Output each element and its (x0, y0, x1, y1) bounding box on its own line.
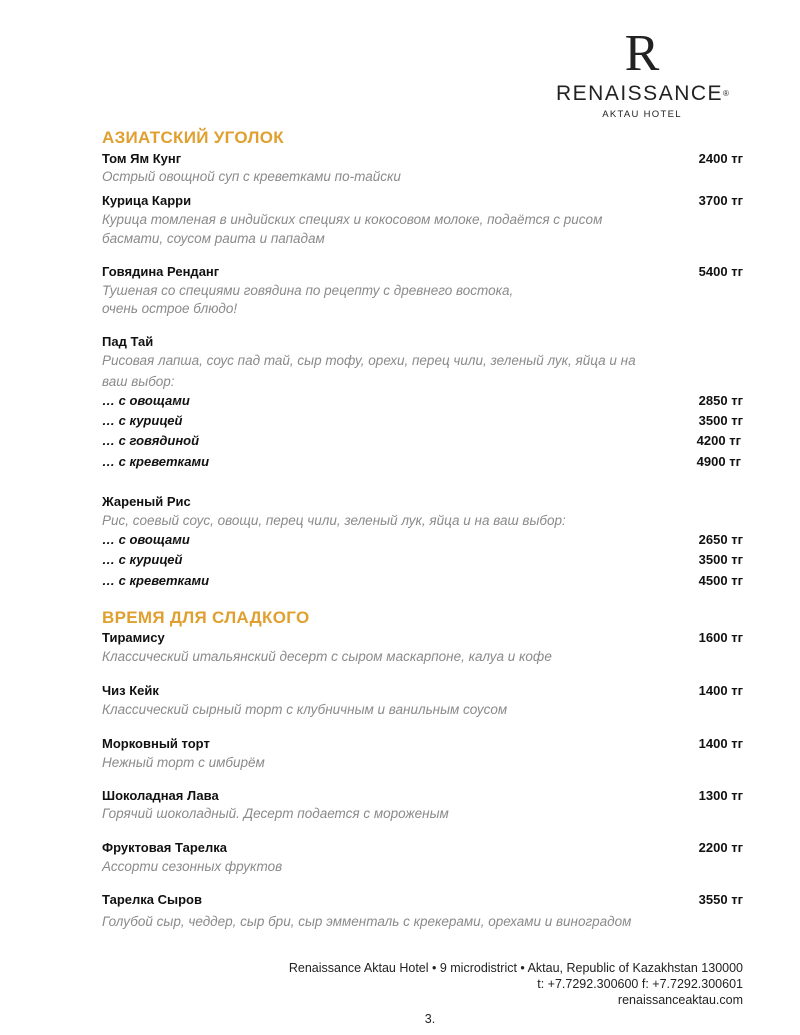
menu-item-description: Горячий шоколадный. Десерт подается с мороженым (102, 806, 449, 821)
page-footer (289, 960, 743, 1008)
menu-item-name: Говядина Ренданг (102, 264, 220, 279)
menu-option-price: 4500 тг (698, 573, 743, 588)
menu-item-description: Курица томленая в индийских специях и кокосовом молоке, подаётся с рисом (102, 212, 603, 227)
section-title-sweets: ВРЕМЯ ДЛЯ СЛАДКОГО (102, 608, 310, 627)
menu-option-price: 2850 тг (698, 393, 743, 408)
menu-option-label: … с креветками (102, 573, 210, 588)
menu-item-description: Острый овощной суп с креветками по-тайски (102, 169, 401, 184)
menu-item-description: Нежный торт с имбирём (102, 755, 265, 770)
hotel-logo (556, 25, 731, 120)
menu-item-price: 1600 тг (698, 630, 743, 645)
menu-item-price: 2400 тг (698, 151, 743, 166)
menu-item-description: Классический итальянский десерт с сыром маскарпоне, калуа и кофе (102, 649, 552, 664)
menu-option-label: … с овощами (102, 532, 190, 547)
logo-name (556, 82, 731, 106)
page-number: 3. (424, 1012, 436, 1026)
menu-item-description: басмати, соусом раита и пападам (102, 231, 325, 246)
menu-option-label: … с курицей (102, 552, 183, 567)
menu-item-description: Классический сырный торт с клубничным и ванильным соусом (102, 702, 508, 717)
menu-item-price: 1300 тг (698, 788, 743, 803)
menu-item-name: Фруктовая Тарелка (102, 840, 227, 855)
section-title-asian: АЗИАТСКИЙ УГОЛОК (102, 128, 284, 147)
menu-item-price: 1400 тг (698, 683, 743, 698)
menu-item-description: Рис, соевый соус, овощи, перец чили, зеленый лук, яйца и на ваш выбор: (102, 513, 566, 528)
menu-item-price: 1400 тг (698, 736, 743, 751)
menu-item-price: 5400 тг (698, 264, 743, 279)
menu-item-name: Тарелка Сыров (102, 892, 202, 907)
menu-option-label: … с говядиной (102, 433, 200, 448)
menu-item-name: Жареный Рис (102, 494, 191, 509)
menu-option-price: 4900 тг (696, 454, 741, 469)
footer-website: renaissanceaktau.com (617, 993, 743, 1007)
menu-option-label: … с креветками (102, 454, 210, 469)
registered-mark: ® (723, 89, 731, 98)
menu-item-name: Курица Карри (102, 193, 192, 208)
menu-item-price: 3550 тг (698, 892, 743, 907)
menu-item-name: Тирамису (102, 630, 165, 645)
logo-mark: R (624, 25, 660, 82)
menu-item-price: 3700 тг (698, 193, 743, 208)
menu-item-name: Морковный торт (102, 736, 210, 751)
menu-option-price: 3500 тг (698, 413, 743, 428)
menu-item-name: Шоколадная Лава (102, 788, 219, 803)
logo-subtitle: AKTAU HOTEL (602, 109, 682, 120)
menu-item-description: ваш выбор: (102, 374, 175, 389)
footer-phone: t: +7.7292.300600 f: +7.7292.300601 (537, 977, 743, 991)
menu-item-description: Рисовая лапша, соус пад тай, сыр тофу, орехи, перец чили, зеленый лук, яйца и на (102, 353, 636, 368)
menu-item-description: очень острое блюдо! (102, 301, 238, 316)
logo-name-text: RENAISSANCE (556, 82, 724, 105)
menu-option-price: 3500 тг (698, 552, 743, 567)
menu-option-price: 4200 тг (696, 433, 741, 448)
menu-item-description: Ассорти сезонных фруктов (102, 859, 283, 874)
menu-item-price: 2200 тг (698, 840, 743, 855)
menu-item-description: Голубой сыр, чеддер, сыр бри, сыр эмменталь с крекерами, орехами и виноградом (102, 914, 632, 929)
menu-item-name: Пад Тай (102, 334, 154, 349)
menu-option-price: 2650 тг (698, 532, 743, 547)
menu-option-label: … с овощами (102, 393, 190, 408)
menu-option-label: … с курицей (102, 413, 183, 428)
menu-item-name: Чиз Кейк (102, 683, 159, 698)
menu-item-description: Тушеная со специями говядина по рецепту с древнего востока, (102, 283, 514, 298)
menu-item-name: Том Ям Кунг (102, 151, 182, 166)
footer-address: Renaissance Aktau Hotel • 9 microdistrict • Aktau, Republic of Kazakhstan 130000 (288, 961, 743, 975)
